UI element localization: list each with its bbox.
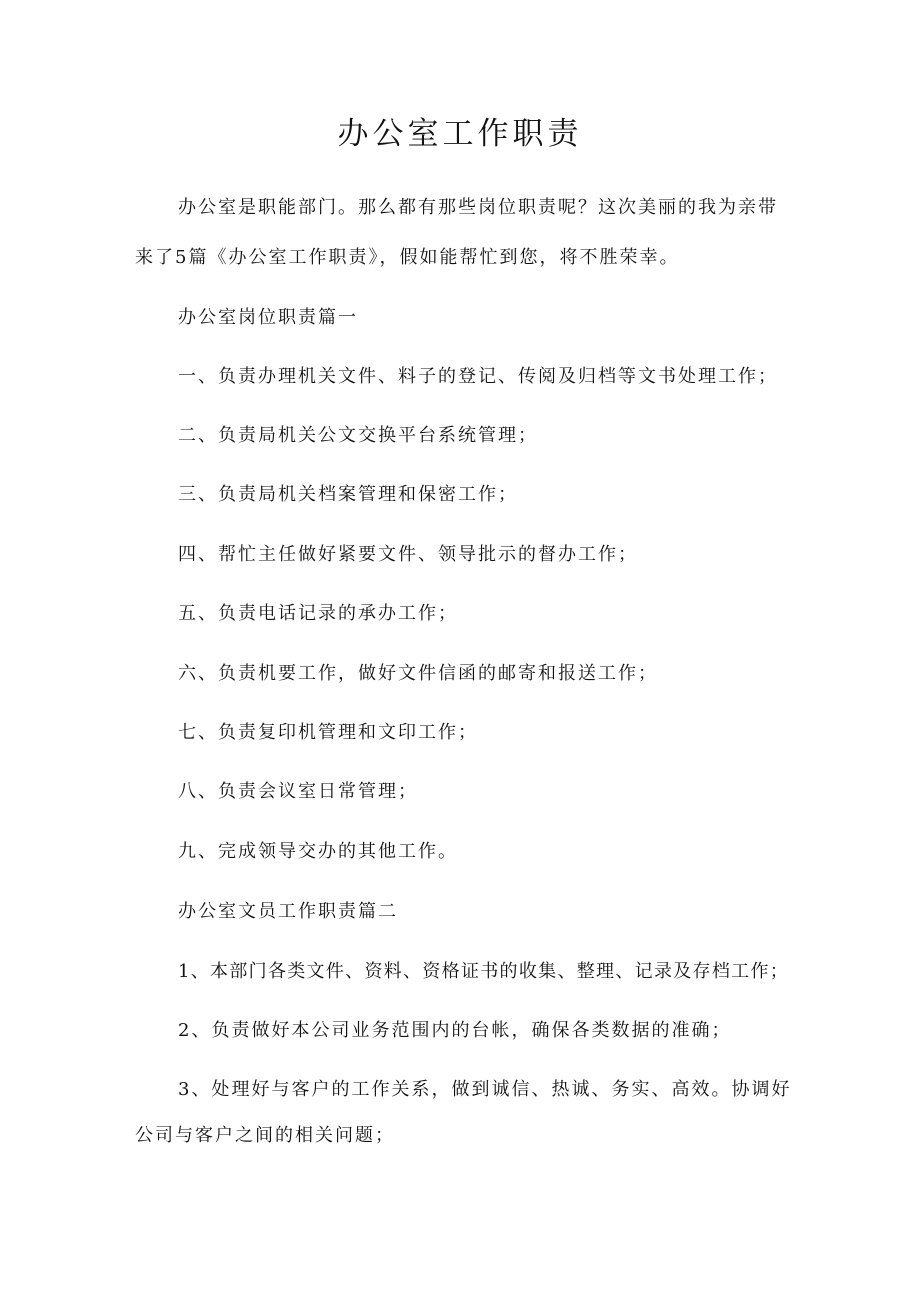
intro-line-1: 办公室是职能部门。那么都有那些岗位职责呢？这次美丽的我为亲带 bbox=[178, 197, 778, 218]
intro-line-2: 来了5篇《办公室工作职责》，假如能帮忙到您，将不胜荣幸。 bbox=[135, 247, 680, 268]
section2-item-2: 2、负责做好本公司业务范围内的台帐，确保各类数据的准确； bbox=[178, 1020, 732, 1041]
section2-item-1: 1、本部门各类文件、资料、资格证书的收集、整理、记录及存档工作； bbox=[178, 961, 790, 982]
section1-item-7: 七、负责复印机管理和文印工作； bbox=[178, 722, 478, 743]
section1-heading: 办公室岗位职责篇一 bbox=[178, 307, 358, 328]
document-title: 办公室工作职责 bbox=[337, 116, 583, 152]
section2-heading: 办公室文员工作职责篇二 bbox=[178, 901, 398, 922]
section1-item-1: 一、负责办理机关文件、料子的登记、传阅及归档等文书处理工作； bbox=[178, 366, 778, 387]
section1-item-9: 九、完成领导交办的其他工作。 bbox=[178, 841, 458, 862]
section1-item-3: 三、负责局机关档案管理和保密工作； bbox=[178, 484, 518, 505]
section2-item-3-line-1: 3、处理好与客户的工作关系，做到诚信、热诚、务实、高效。协调好 bbox=[178, 1079, 792, 1100]
section1-item-5: 五、负责电话记录的承办工作； bbox=[178, 603, 458, 624]
section2-item-3-line-2: 公司与客户之间的相关问题； bbox=[135, 1125, 395, 1146]
section1-item-8: 八、负责会议室日常管理； bbox=[178, 781, 418, 802]
section1-item-2: 二、负责局机关公文交换平台系统管理； bbox=[178, 425, 538, 446]
section1-item-4: 四、帮忙主任做好紧要文件、领导批示的督办工作； bbox=[178, 544, 638, 565]
section1-item-6: 六、负责机要工作，做好文件信函的邮寄和报送工作； bbox=[178, 663, 658, 684]
